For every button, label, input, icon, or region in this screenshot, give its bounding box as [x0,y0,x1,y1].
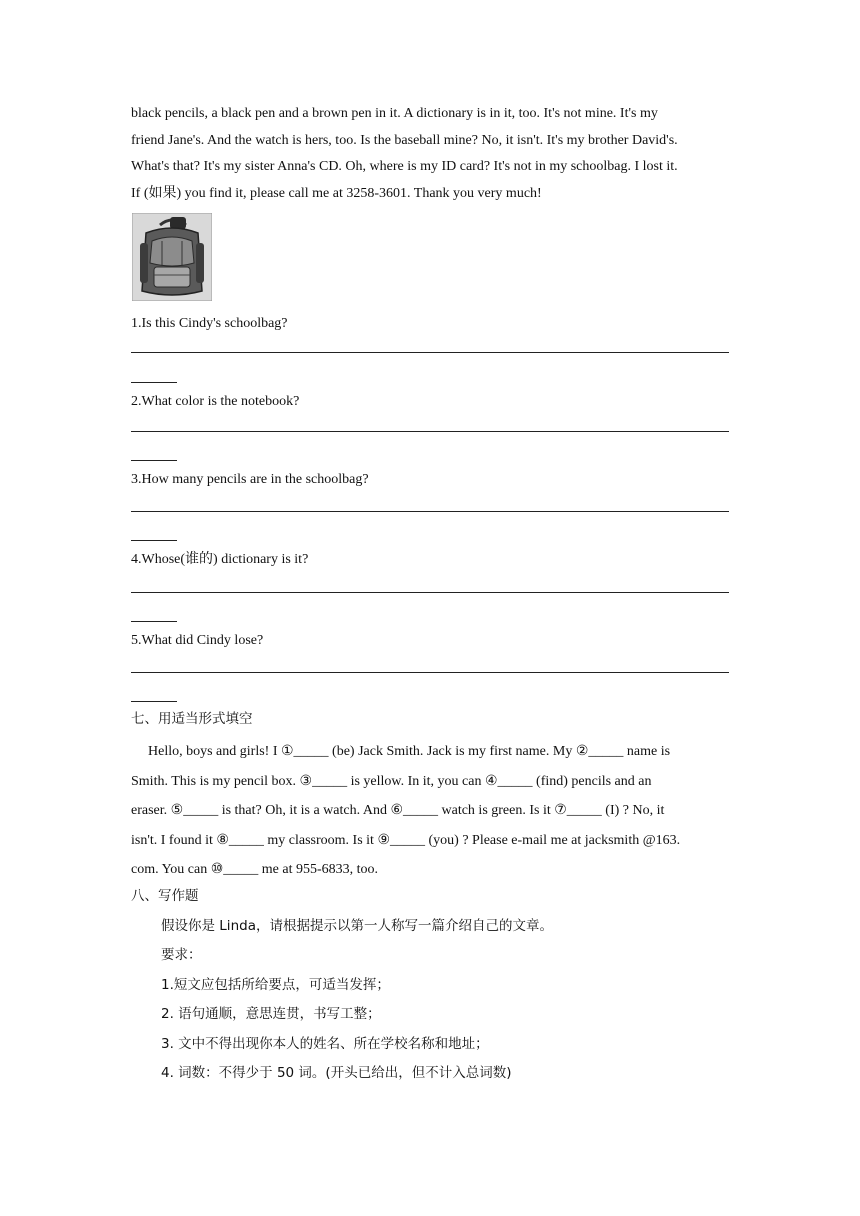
question-4: 4.Whose(谁的) dictionary is it? [131,552,309,567]
passage-line: If (如果) you find it, please call me at 3258-3601. Thank you very much! [131,185,542,201]
passage-line: What's that? It's my sister Anna's CD. Oh, where is my ID card? It's not in my schoolbag. I lost it. [131,159,678,174]
section-8-title: 八、写作题 [131,888,199,904]
cloze-line: com. You can ⑩_____ me at 955-6833, too. [131,862,379,877]
passage-line: friend Jane's. And the watch is hers, too. Is the baseball mine? No, it isn't. It's my brother David's. [131,132,678,148]
schoolbag-photo [132,213,212,301]
cloze-line: eraser. ⑤_____ is that? Oh, it is a watch. And ⑥_____ watch is green. Is it ⑦_____ (I) ? No, it [131,803,665,818]
question-3: 3.How many pencils are in the schoolbag? [131,472,369,487]
cloze-passage [131,737,731,885]
answer-line [131,352,729,353]
writing-prompt: 假设你是 Linda，请根据提示以第一人称写一篇介绍自己的文章。 [161,918,553,934]
answer-line-continued [131,382,177,383]
passage-line: black pencils, a black pen and a brown pen in it. A dictionary is in it, too. It's not mine. It's my [131,106,658,121]
answer-line-continued [131,621,177,622]
answer-line-continued [131,701,177,702]
requirements-label: 要求： [161,947,202,963]
cloze-line: isn't. I found it ⑧_____ my classroom. Is it ⑨_____ (you) ? Please e-mail me at jacksmith @163. [131,832,681,848]
reading-passage [131,101,731,207]
requirement-item: 2. 语句通顺，意思连贯，书写工整； [161,1006,381,1022]
question-2: 2.What color is the notebook? [131,394,300,409]
requirement-item: 4. 词数：不得少于 50 词。(开头已给出，但不计入总词数) [161,1065,512,1081]
question-5: 5.What did Cindy lose? [131,633,264,648]
answer-line [131,592,729,593]
requirement-item: 1.短文应包括所给要点，可适当发挥； [161,977,390,993]
cloze-line: Hello, boys and girls! I ①_____ (be) Jack Smith. Jack is my first name. My ②_____ name is [148,744,671,759]
answer-line-continued [131,460,177,461]
cloze-line: Smith. This is my pencil box. ③_____ is yellow. In it, you can ④_____ (find) pencils and an [131,773,652,789]
section-7-title: 七、用适当形式填空 [131,711,253,727]
answer-line-continued [131,540,177,541]
answer-line [131,672,729,673]
requirement-item: 3. 文中不得出现你本人的姓名、所在学校名称和地址； [161,1036,489,1052]
question-1: 1.Is this Cindy's schoolbag? [131,316,288,331]
answer-line [131,431,729,432]
answer-line [131,511,729,512]
